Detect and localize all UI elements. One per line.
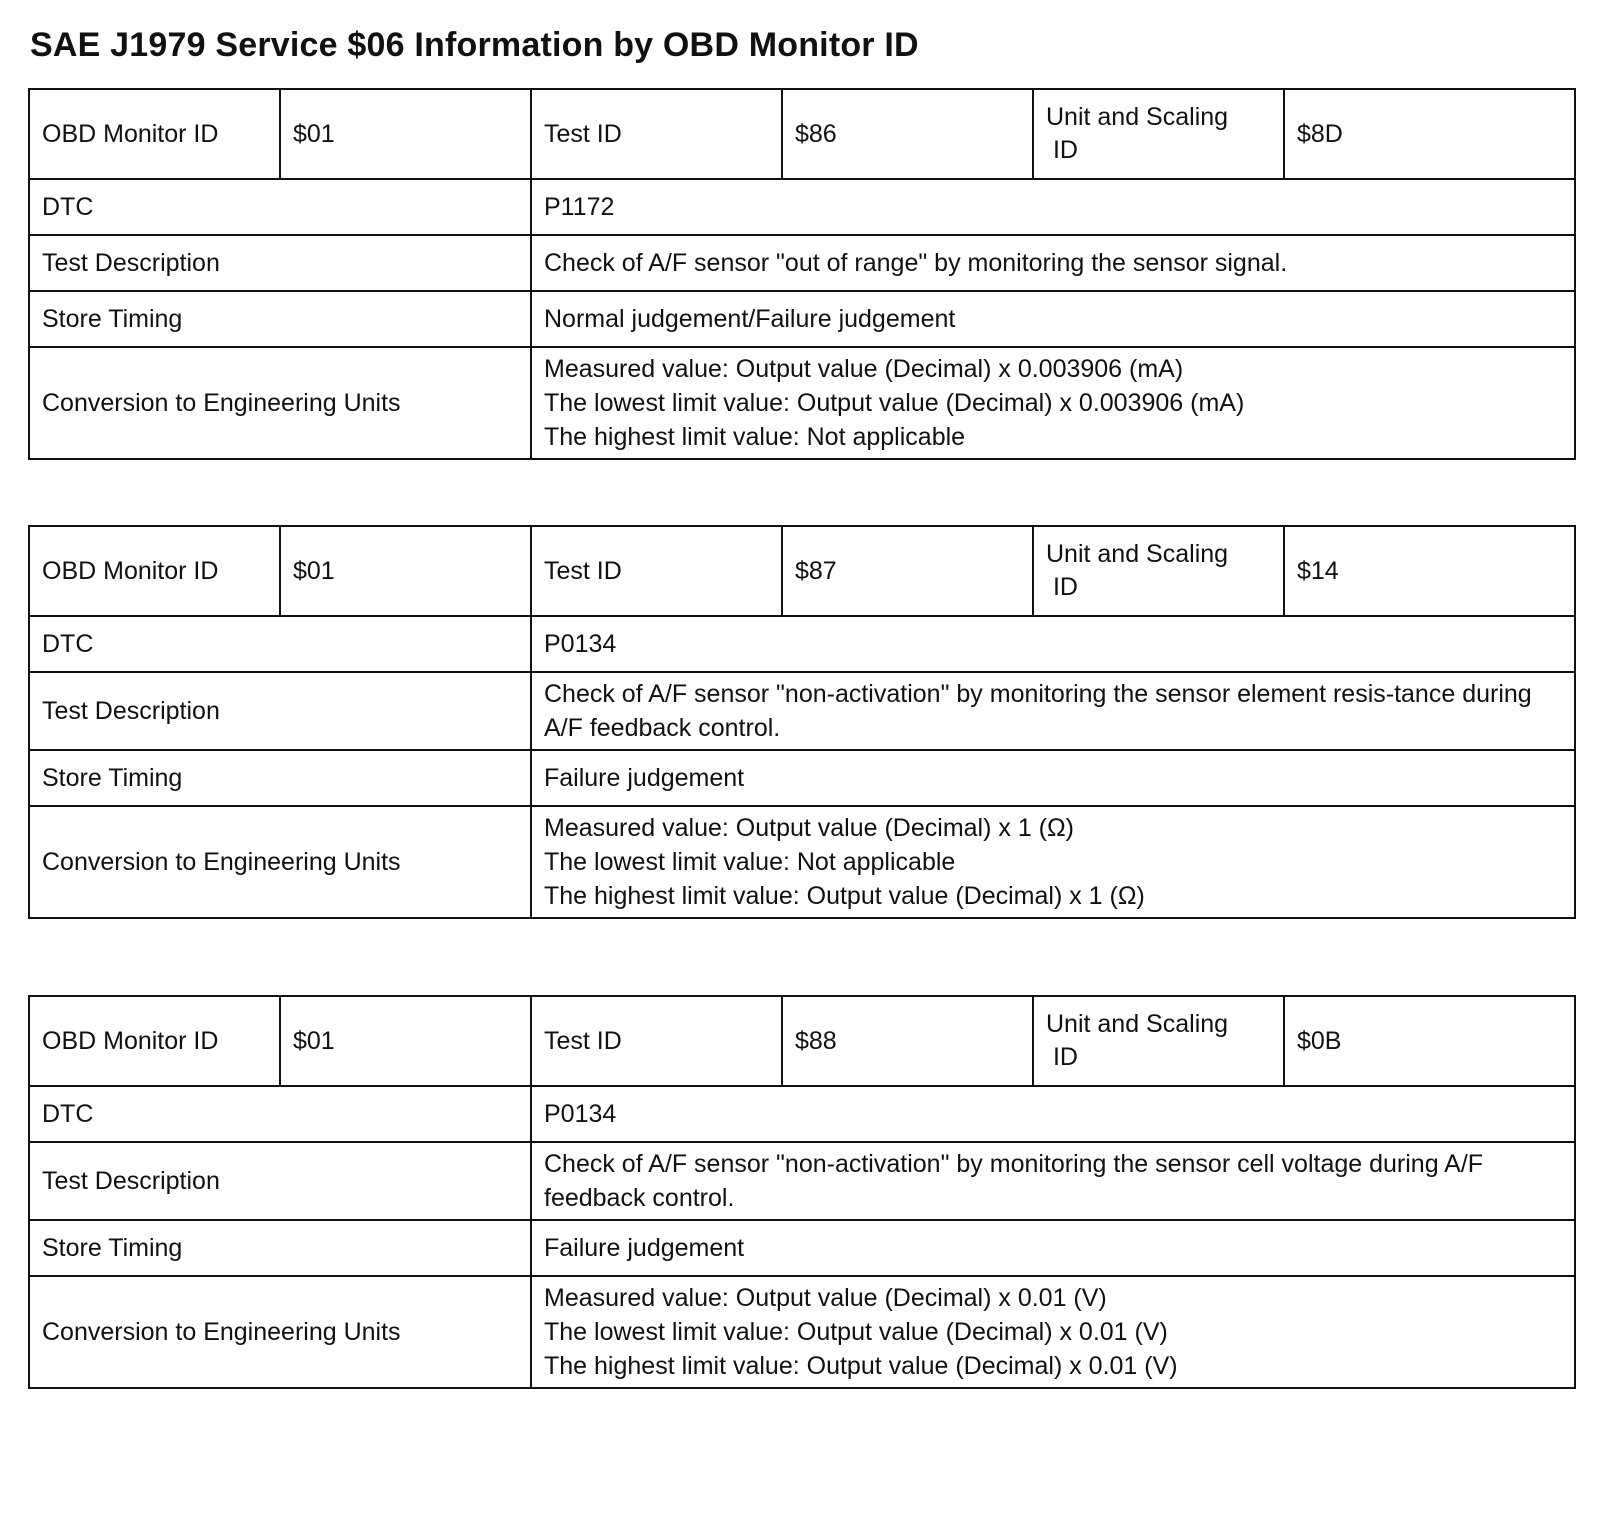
conversion-highest-limit: The highest limit value: Output value (Decimal) x 0.01 (V) [544,1352,1178,1380]
monitor-table-1 [28,88,1576,460]
conversion-lowest-limit: The lowest limit value: Not applicable [544,848,956,876]
page-title: SAE J1979 Service $06 Information by OBD Monitor ID [30,26,919,64]
store-timing-label: Store Timing [29,750,531,806]
unit-scaling-id-label [1033,89,1284,179]
conversion-measured-value: Measured value: Output value (Decimal) x 1 (Ω) [544,814,1075,842]
obd-monitor-id-value: $01 [280,89,531,179]
header-row [29,996,1575,1086]
test-id-label: Test ID [531,996,782,1086]
test-description-label: Test Description [29,1142,531,1220]
conversion-lowest-limit: The lowest limit value: Output value (Decimal) x 0.01 (V) [544,1318,1168,1346]
store-timing-label: Store Timing [29,291,531,347]
conversion-label: Conversion to Engineering Units [29,1276,531,1388]
unit-scaling-id-label [1033,526,1284,616]
test-id-label: Test ID [531,526,782,616]
unit-scaling-label-line2: ID [1052,1043,1078,1071]
conversion-value [531,806,1575,918]
dtc-value: P0134 [531,616,1575,672]
store-timing-row [29,291,1575,347]
conversion-row [29,806,1575,918]
obd-monitor-id-label: OBD Monitor ID [29,996,280,1086]
dtc-row [29,616,1575,672]
unit-scaling-id-value: $0B [1284,996,1575,1086]
test-id-label: Test ID [531,89,782,179]
store-timing-value: Failure judgement [531,1220,1575,1276]
unit-scaling-label-line1: Unit and Scaling [1046,540,1229,568]
unit-scaling-id-label [1033,996,1284,1086]
obd-monitor-id-label: OBD Monitor ID [29,526,280,616]
test-description-label: Test Description [29,672,531,750]
test-description-row [29,672,1575,750]
test-id-value: $86 [782,89,1033,179]
conversion-value [531,1276,1575,1388]
dtc-value: P0134 [531,1086,1575,1142]
conversion-highest-limit: The highest limit value: Output value (Decimal) x 1 (Ω) [544,882,1145,910]
unit-scaling-id-value: $14 [1284,526,1575,616]
test-description-value: Check of A/F sensor "out of range" by monitoring the sensor signal. [531,235,1575,291]
monitor-table-2 [28,525,1576,919]
conversion-measured-value: Measured value: Output value (Decimal) x 0.01 (V) [544,1284,1107,1312]
test-description-row [29,1142,1575,1220]
conversion-measured-value: Measured value: Output value (Decimal) x 0.003906 (mA) [544,355,1184,383]
test-id-value: $88 [782,996,1033,1086]
test-description-label: Test Description [29,235,531,291]
store-timing-row [29,1220,1575,1276]
header-row [29,89,1575,179]
unit-scaling-label-line1: Unit and Scaling [1046,1010,1229,1038]
conversion-value [531,347,1575,459]
store-timing-label: Store Timing [29,1220,531,1276]
monitor-table-3 [28,995,1576,1389]
dtc-row [29,179,1575,235]
conversion-label: Conversion to Engineering Units [29,347,531,459]
store-timing-row [29,750,1575,806]
obd-monitor-id-value: $01 [280,526,531,616]
test-description-value: Check of A/F sensor "non-activation" by monitoring the sensor element resis-tance during A/F feedback control. [531,672,1575,750]
dtc-label: DTC [29,1086,531,1142]
conversion-label: Conversion to Engineering Units [29,806,531,918]
dtc-value: P1172 [531,179,1575,235]
test-id-value: $87 [782,526,1033,616]
obd-monitor-id-label: OBD Monitor ID [29,89,280,179]
conversion-row [29,1276,1575,1388]
conversion-highest-limit: The highest limit value: Not applicable [544,423,966,451]
unit-scaling-label-line2: ID [1052,136,1078,164]
obd-monitor-id-value: $01 [280,996,531,1086]
store-timing-value: Failure judgement [531,750,1575,806]
dtc-label: DTC [29,616,531,672]
store-timing-value: Normal judgement/Failure judgement [531,291,1575,347]
test-description-value: Check of A/F sensor "non-activation" by monitoring the sensor cell voltage during A/F feedback control. [531,1142,1575,1220]
unit-scaling-label-line2: ID [1052,573,1078,601]
dtc-row [29,1086,1575,1142]
conversion-lowest-limit: The lowest limit value: Output value (Decimal) x 0.003906 (mA) [544,389,1245,417]
header-row [29,526,1575,616]
test-description-row [29,235,1575,291]
dtc-label: DTC [29,179,531,235]
unit-scaling-label-line1: Unit and Scaling [1046,103,1229,131]
unit-scaling-id-value: $8D [1284,89,1575,179]
conversion-row [29,347,1575,459]
